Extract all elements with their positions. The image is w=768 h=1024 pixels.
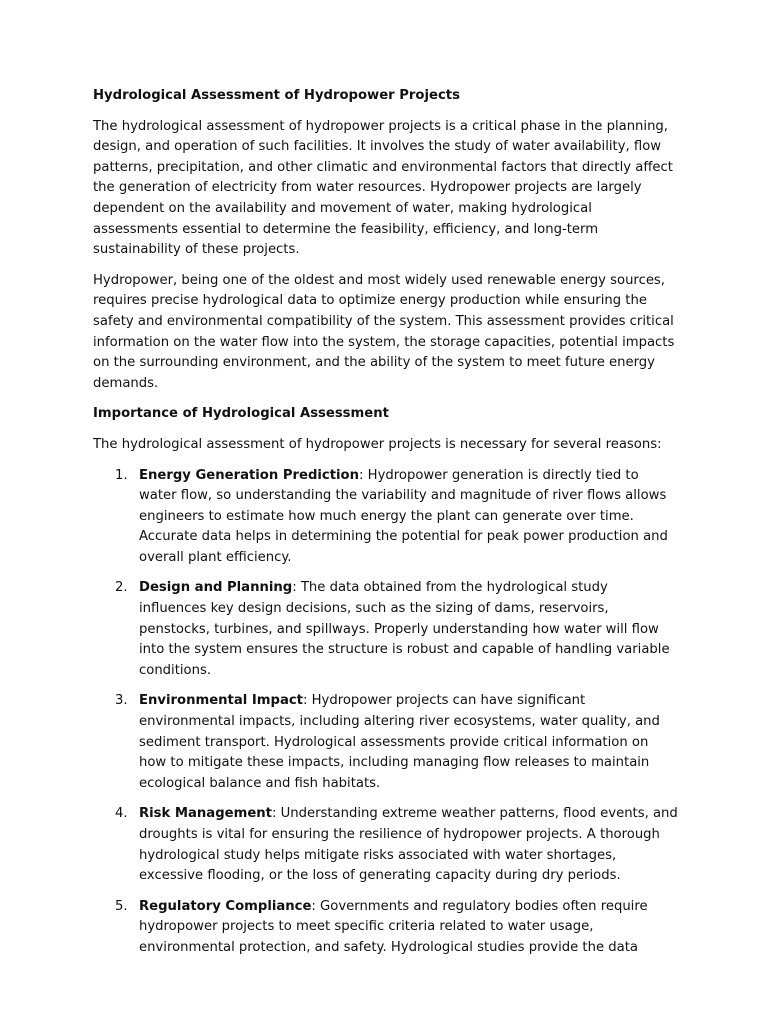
list-item-number: 1. [115, 467, 128, 483]
list-item [93, 691, 678, 794]
list-item-term: Design and Planning [139, 580, 293, 596]
list-item-term: Energy Generation Prediction [139, 467, 360, 483]
document-title: Hydrological Assessment of Hydropower Projects [93, 88, 460, 103]
list-item-number: 2. [115, 580, 128, 596]
list-item-text: : Governments and regulatory bodies often require hydropower projects to meet specific criteria related to water usage, environmental protection, and safety. Hydrological studies provide the data [139, 898, 648, 955]
list-item-text: : Hydropower generation is directly tied to water flow, so understanding the variability and magnitude of river flows allows engineers to estimate how much energy the plant can generate over time. Accurate data helps in determining the potential for peak power production and overall plant efficiency. [139, 467, 668, 565]
list-item-number: 4. [115, 806, 128, 822]
list-item-term: Risk Management [139, 806, 272, 822]
list-item-text: : Hydropower projects can have significant environmental impacts, including altering river ecosystems, water quality, and sediment transport. Hydrological assessments provide critical information on how to mitigate these impacts, including managing flow releases to maintain ecological balance and fish habitats. [139, 693, 660, 791]
intro-paragraph-2: Hydropower, being one of the oldest and most widely used renewable energy sources, requires precise hydrological data to optimize energy production while ensuring the safety and environmental compatibility of the system. This assessment provides critical information on the water flow into the system, the storage capacities, potential impacts on the surrounding environment, and the ability of the system to meet future energy demands. [93, 272, 675, 391]
list-item-term: Environmental Impact [139, 693, 303, 709]
section-heading: Importance of Hydrological Assessment [93, 406, 389, 422]
list-item-number: 5. [115, 898, 128, 914]
intro-paragraph-1: The hydrological assessment of hydropower projects is a critical phase in the planning, design, and operation of such facilities. It involves the study of water availability, flow patterns, precipitation, and other climatic and environmental factors that directly affect the generation of electricity from water resources. Hydropower projects are largely dependent on the availability and movement of water, making hydrological assessments essential to determine the feasibility, efficiency, and long-term sustainability of these projects. [93, 118, 673, 258]
list-item [93, 897, 678, 959]
list-item [93, 804, 678, 886]
list-item-text: : Understanding extreme weather patterns, flood events, and droughts is vital for ensuring the resilience of hydropower projects. A thorough hydrological study helps mitigate risks associated with water shortages, excessive flooding, or the loss of generating capacity during dry periods. [139, 806, 678, 884]
list-item [93, 578, 678, 681]
list-item-number: 3. [115, 693, 128, 709]
list-item-term: Regulatory Compliance [139, 898, 312, 914]
reasons-list [93, 466, 678, 959]
list-item-text: : The data obtained from the hydrological study influences key design decisions, such as the sizing of dams, reservoirs, penstocks, turbines, and spillways. Properly understanding how water will flow into the system ensures the structure is robust and capable of handling variable conditions. [139, 580, 670, 678]
section-intro: The hydrological assessment of hydropower projects is necessary for several reasons: [93, 436, 662, 452]
list-item [93, 466, 678, 569]
